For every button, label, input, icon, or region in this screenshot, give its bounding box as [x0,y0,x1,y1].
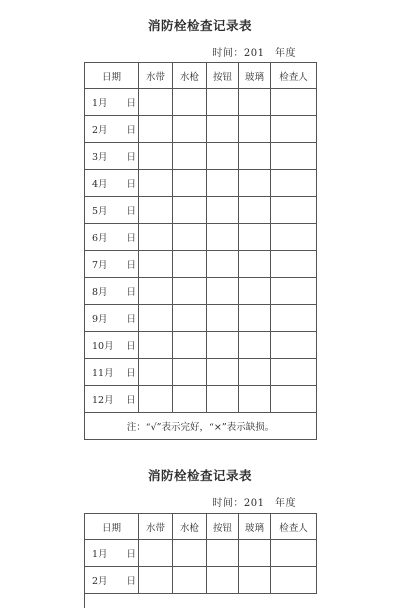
form2-rows [85,540,317,594]
table-row [85,89,317,116]
inspector-cell[interactable] [271,540,317,567]
hose-cell[interactable] [139,567,173,594]
table-row [85,359,317,386]
nozzle-cell[interactable] [173,332,207,359]
table-row [85,332,317,359]
hose-cell[interactable] [139,332,173,359]
inspector-cell[interactable] [271,332,317,359]
table-row [85,224,317,251]
table-row [85,170,317,197]
header-button: 按钮 [207,63,239,89]
legend-note: 注：“√”表示完好，“×”表示缺损。 [85,413,317,440]
hose-cell[interactable] [139,170,173,197]
header-glass: 玻璃 [239,514,271,540]
table-header-row [85,63,317,89]
button-cell[interactable] [207,359,239,386]
hose-cell[interactable] [139,386,173,413]
form2-year-label: 时间：201 年度 [212,498,296,509]
hose-cell[interactable] [139,89,173,116]
table-row [85,540,317,567]
date-cell: 12月 日 [85,386,139,413]
hose-cell[interactable] [139,540,173,567]
header-inspector: 检查人 [271,63,317,89]
hose-cell[interactable] [139,359,173,386]
hose-cell[interactable] [139,143,173,170]
hose-cell[interactable] [139,251,173,278]
hose-cell[interactable] [139,116,173,143]
inspector-cell[interactable] [271,143,317,170]
header-hose: 水带 [139,514,173,540]
glass-cell[interactable] [239,305,271,332]
nozzle-cell[interactable] [173,143,207,170]
header-glass: 玻璃 [239,63,271,89]
glass-cell[interactable] [239,567,271,594]
button-cell[interactable] [207,278,239,305]
button-cell[interactable] [207,224,239,251]
table-row [85,251,317,278]
table-row [85,278,317,305]
header-date: 日期 [85,63,139,89]
hose-cell[interactable] [139,278,173,305]
inspector-cell[interactable] [271,170,317,197]
glass-cell[interactable] [239,251,271,278]
nozzle-cell[interactable] [173,116,207,143]
nozzle-cell[interactable] [173,89,207,116]
date-cell: 3月 日 [85,143,139,170]
nozzle-cell[interactable] [173,540,207,567]
glass-cell[interactable] [239,332,271,359]
button-cell[interactable] [207,116,239,143]
table-row [85,567,317,594]
date-cell: 1月 日 [85,540,139,567]
inspector-cell[interactable] [271,386,317,413]
glass-cell[interactable] [239,197,271,224]
form1-rows [85,89,317,440]
glass-cell[interactable] [239,143,271,170]
button-cell[interactable] [207,386,239,413]
glass-cell[interactable] [239,89,271,116]
nozzle-cell[interactable] [173,567,207,594]
glass-cell[interactable] [239,386,271,413]
glass-cell[interactable] [239,359,271,386]
header-inspector: 检查人 [271,514,317,540]
header-nozzle: 水枪 [173,514,207,540]
glass-cell[interactable] [239,170,271,197]
inspector-cell[interactable] [271,89,317,116]
date-cell: 7月 日 [85,251,139,278]
hose-cell[interactable] [139,305,173,332]
nozzle-cell[interactable] [173,224,207,251]
form1-year-label: 时间：201 年度 [212,48,296,59]
nozzle-cell[interactable] [173,197,207,224]
date-cell: 10月 日 [85,332,139,359]
form2-title: 消防栓检查记录表 [147,468,252,483]
header-nozzle: 水枪 [173,63,207,89]
header-hose: 水带 [139,63,173,89]
glass-cell[interactable] [239,540,271,567]
button-cell[interactable] [207,540,239,567]
inspector-cell[interactable] [271,305,317,332]
table-header-row [85,514,317,540]
nozzle-cell[interactable] [173,170,207,197]
form2-inspection-table [84,513,317,594]
table-continuation-edge [84,594,316,608]
table-row [85,197,317,224]
button-cell[interactable] [207,332,239,359]
glass-cell[interactable] [239,278,271,305]
nozzle-cell[interactable] [173,359,207,386]
table-row [85,386,317,413]
inspector-cell[interactable] [271,567,317,594]
hose-cell[interactable] [139,224,173,251]
button-cell[interactable] [207,197,239,224]
button-cell[interactable] [207,170,239,197]
nozzle-cell[interactable] [173,278,207,305]
button-cell[interactable] [207,143,239,170]
table-row [85,305,317,332]
button-cell[interactable] [207,305,239,332]
nozzle-cell[interactable] [173,305,207,332]
table-continuation [84,594,316,608]
glass-cell[interactable] [239,116,271,143]
hose-cell[interactable] [139,197,173,224]
header-date: 日期 [85,514,139,540]
form1-inspection-table [84,62,317,440]
inspector-cell[interactable] [271,251,317,278]
form1-title: 消防栓检查记录表 [147,18,252,33]
nozzle-cell[interactable] [173,386,207,413]
note-row [85,413,317,440]
date-cell: 2月 日 [85,567,139,594]
table-row [85,143,317,170]
date-cell: 5月 日 [85,197,139,224]
button-cell[interactable] [207,251,239,278]
nozzle-cell[interactable] [173,251,207,278]
date-cell: 9月 日 [85,305,139,332]
date-cell: 8月 日 [85,278,139,305]
button-cell[interactable] [207,567,239,594]
date-cell: 4月 日 [85,170,139,197]
date-cell: 6月 日 [85,224,139,251]
inspector-cell[interactable] [271,224,317,251]
inspector-cell[interactable] [271,278,317,305]
inspector-cell[interactable] [271,116,317,143]
button-cell[interactable] [207,89,239,116]
date-cell: 11月 日 [85,359,139,386]
inspector-cell[interactable] [271,359,317,386]
table-row [85,116,317,143]
glass-cell[interactable] [239,224,271,251]
date-cell: 1月 日 [85,89,139,116]
inspector-cell[interactable] [271,197,317,224]
header-button: 按钮 [207,514,239,540]
date-cell: 2月 日 [85,116,139,143]
